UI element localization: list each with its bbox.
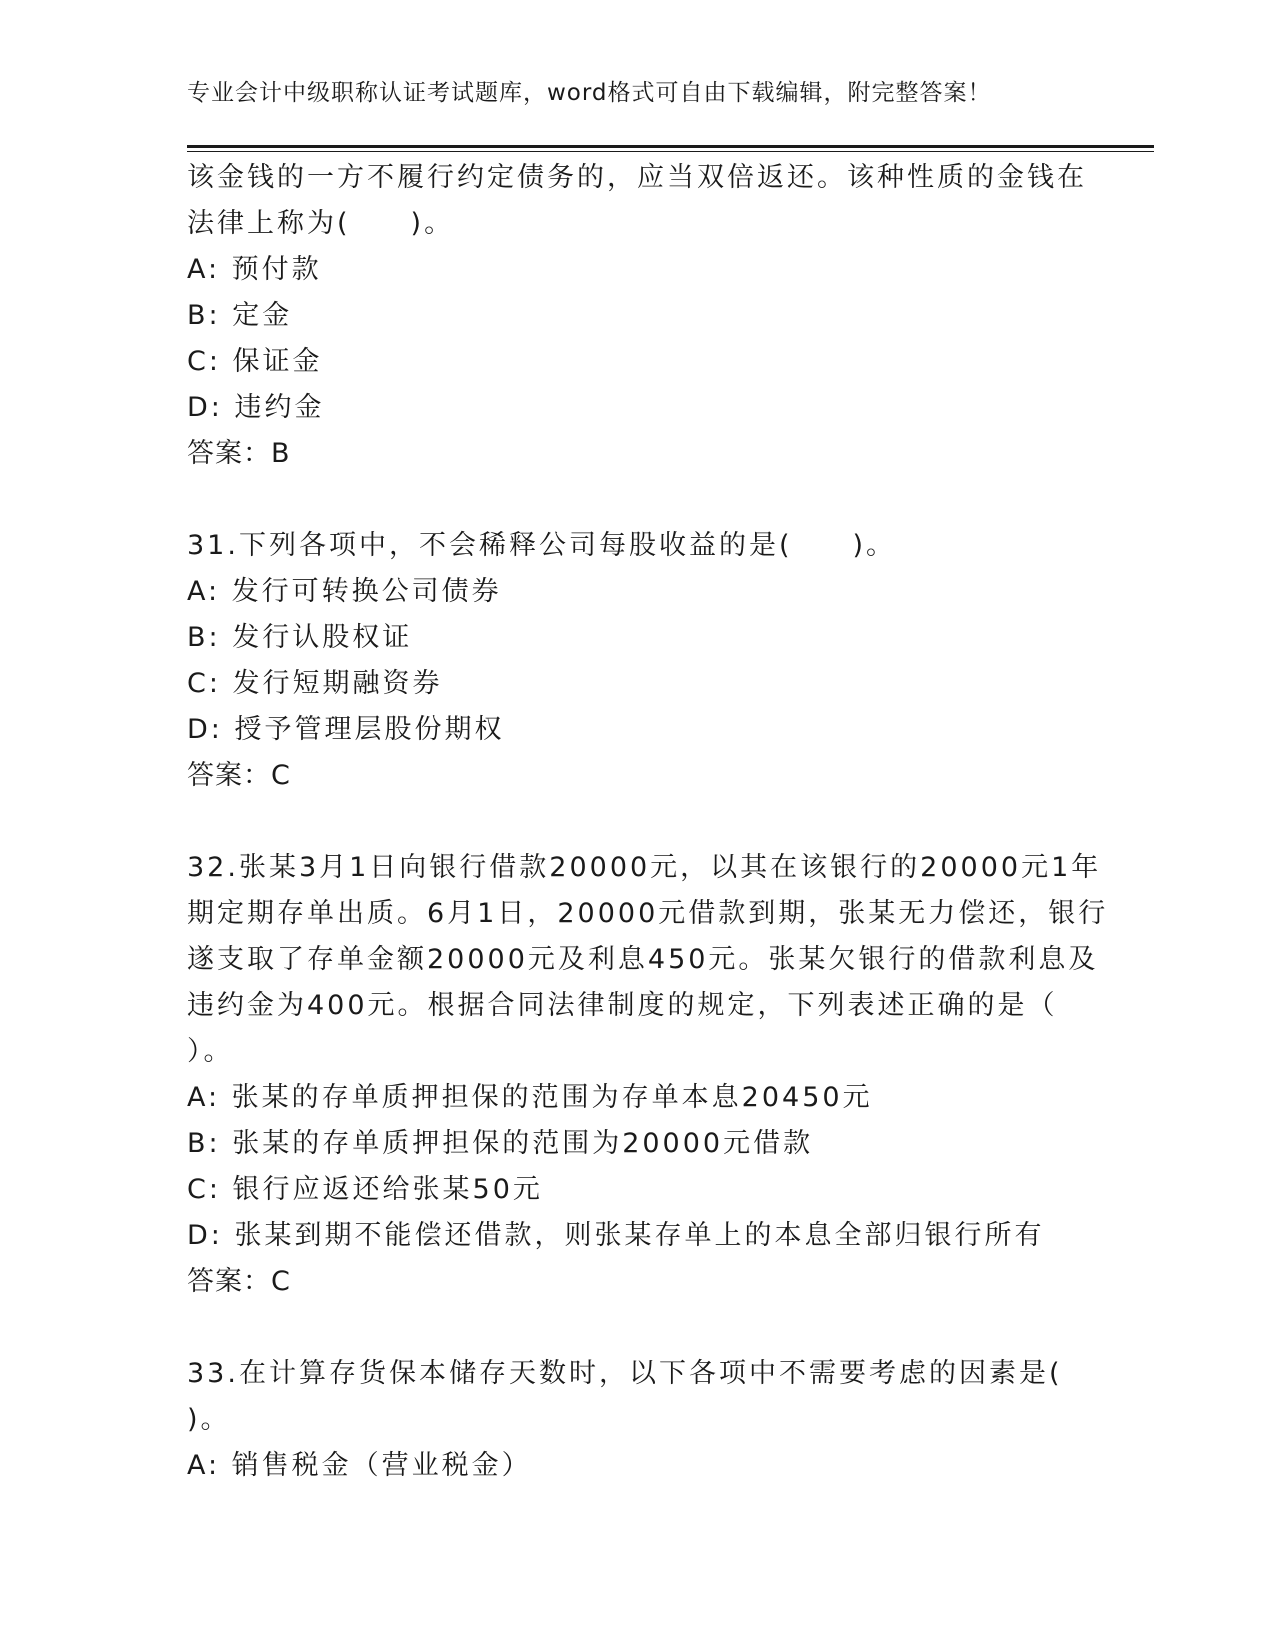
option-d: D: 授予管理层股份期权 [187, 714, 505, 745]
page-header: 专业会计中级职称认证考试题库，word格式可自由下载编辑，附完整答案！ [187, 80, 992, 106]
spacer [187, 799, 1087, 845]
spacer [187, 1305, 1087, 1351]
option-b: B: 张某的存单质押担保的范围为20000元借款 [187, 1128, 814, 1159]
header-rule-thin [187, 151, 1154, 152]
question-33 [187, 1351, 1087, 1489]
question-31 [187, 523, 1087, 799]
option-b: B: 定金 [187, 300, 293, 331]
question-32 [187, 845, 1109, 1305]
question-text-line: ）。 [187, 1036, 234, 1067]
option-c: C: 保证金 [187, 346, 323, 377]
document-body [187, 155, 1109, 1489]
question-text-line: 违约金为400元。根据合同法律制度的规定，下列表述正确的是（ [187, 990, 1058, 1021]
answer: 答案：B [187, 438, 291, 469]
answer: 答案：C [187, 760, 291, 791]
option-b: B: 发行认股权证 [187, 622, 413, 653]
answer: 答案：C [187, 1266, 291, 1297]
question-prev [187, 155, 1087, 477]
spacer [187, 477, 1087, 523]
question-text-line: 期定期存单出质。6月1日，20000元借款到期，张某无力偿还，银行 [187, 898, 1109, 929]
option-a: A: 预付款 [187, 254, 322, 285]
option-c: C: 发行短期融资券 [187, 668, 443, 699]
question-text-line: 33.在计算存货保本储存天数时，以下各项中不需要考虑的因素是( [187, 1358, 1063, 1389]
option-a: A: 张某的存单质押担保的范围为存单本息20450元 [187, 1082, 873, 1113]
question-text-line: 法律上称为( )。 [187, 208, 455, 239]
question-text-line: 遂支取了存单金额20000元及利息450元。张某欠银行的借款利息及 [187, 944, 1099, 975]
option-c: C: 银行应返还给张某50元 [187, 1174, 543, 1205]
option-d: D: 违约金 [187, 392, 325, 423]
question-text-line: 该金钱的一方不履行约定债务的，应当双倍返还。该种性质的金钱在 [187, 162, 1087, 193]
header-rule-thick [187, 145, 1154, 148]
question-text-line: 32.张某3月1日向银行借款20000元，以其在该银行的20000元1年 [187, 852, 1102, 883]
question-text-line: )。 [187, 1404, 231, 1435]
option-a: A: 发行可转换公司债券 [187, 576, 502, 607]
question-text-line: 31.下列各项中，不会稀释公司每股收益的是( )。 [187, 530, 897, 561]
option-a: A: 销售税金（营业税金） [187, 1450, 532, 1481]
option-d: D: 张某到期不能偿还借款，则张某存单上的本息全部归银行所有 [187, 1220, 1045, 1251]
